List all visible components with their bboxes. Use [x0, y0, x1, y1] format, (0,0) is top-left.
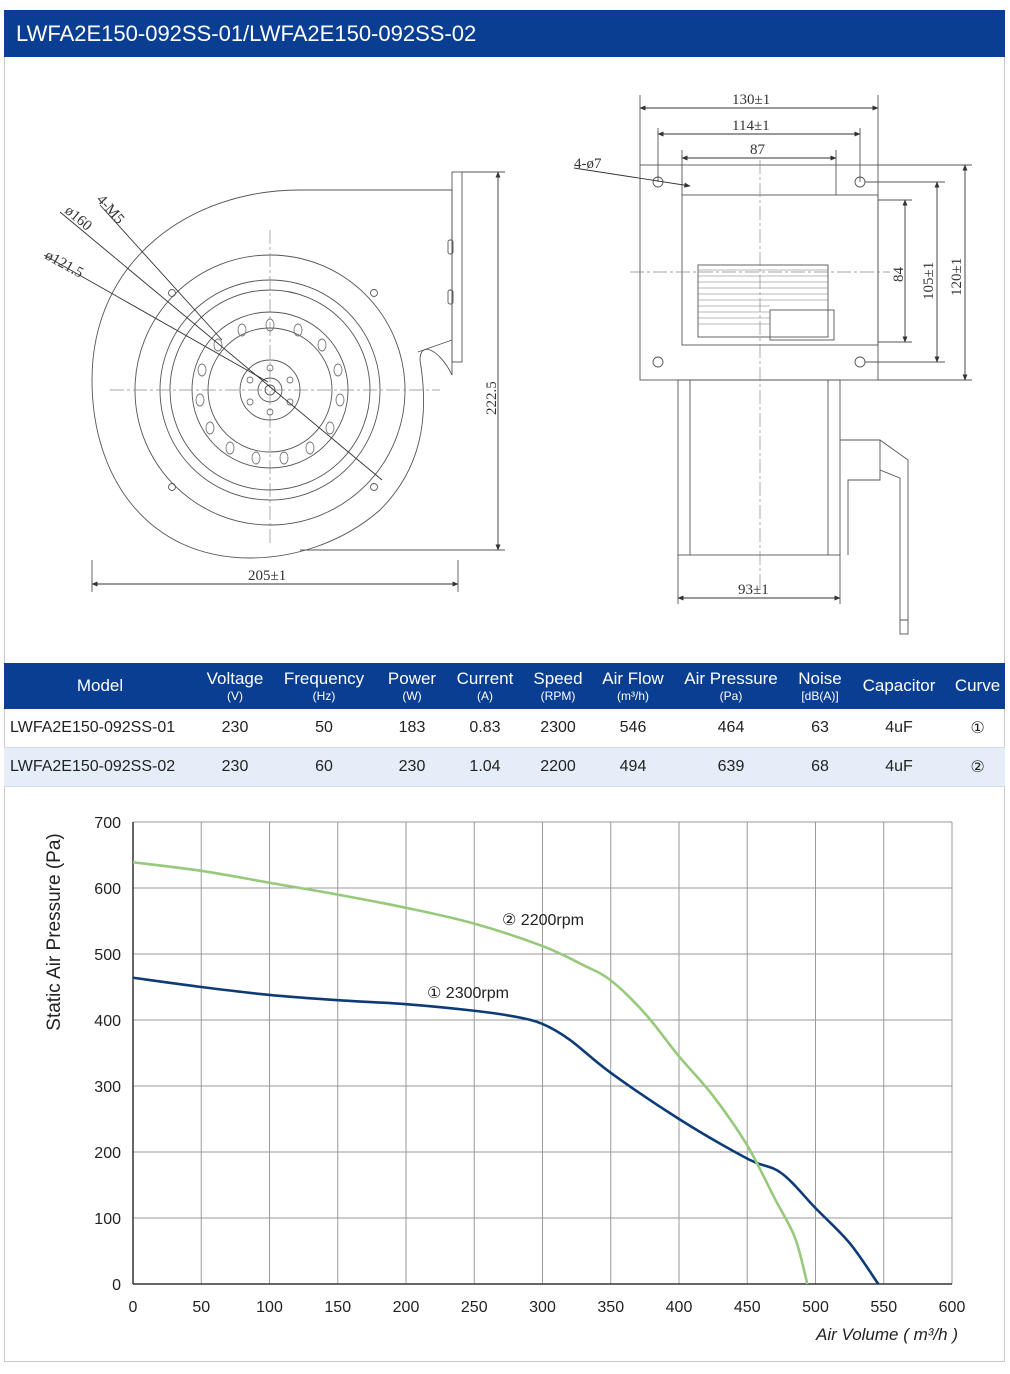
cell-frequency: 50 — [274, 709, 374, 748]
x-tick-label: 200 — [392, 1299, 420, 1316]
cell-model: LWFA2E150-092SS-02 — [4, 748, 196, 787]
col-header: Voltage (V) — [196, 663, 274, 709]
series-label-1: ① 2300rpm — [427, 985, 509, 1002]
y-tick-label: 200 — [94, 1145, 121, 1162]
cell-capacitor: 4uF — [848, 709, 950, 748]
col-header: Model — [4, 663, 196, 709]
cell-noise: 63 — [792, 709, 848, 748]
col-header: Curve — [950, 663, 1005, 709]
y-tick-label: 0 — [112, 1277, 121, 1294]
dim-h120: 120±1 — [949, 257, 965, 296]
cell-capacitor: 4uF — [848, 748, 950, 787]
spec-table — [4, 663, 1005, 787]
x-tick-label: 100 — [256, 1299, 283, 1316]
table-row — [4, 748, 1005, 787]
col-header: Noise [dB(A)] — [792, 663, 848, 709]
series-label-2: ② 2200rpm — [502, 912, 584, 929]
dim-w93: 93±1 — [738, 582, 769, 598]
x-tick-label: 500 — [802, 1299, 829, 1316]
cell-noise: 68 — [792, 748, 848, 787]
x-tick-label: 350 — [597, 1299, 625, 1316]
cell-air-flow: 494 — [596, 748, 670, 787]
page-title: LWFA2E150-092SS-01/LWFA2E150-092SS-02 — [4, 10, 1005, 57]
chart-ticks — [94, 815, 965, 1316]
x-tick-label: 250 — [460, 1299, 488, 1316]
dim-w87: 87 — [750, 142, 765, 158]
series-line-1 — [133, 978, 878, 1284]
chart-grid — [133, 822, 952, 1284]
cell-power: 183 — [374, 709, 450, 748]
dim-h84: 84 — [891, 267, 907, 282]
y-tick-label: 600 — [94, 881, 121, 898]
col-header: Power (W) — [374, 663, 450, 709]
table-row — [4, 709, 1005, 748]
x-tick-label: 0 — [128, 1299, 138, 1316]
cell-frequency: 60 — [274, 748, 374, 787]
cell-air-pressure: 639 — [670, 748, 792, 787]
technical-drawing — [0, 60, 1010, 660]
x-tick-label: 300 — [529, 1299, 556, 1316]
y-tick-label: 300 — [94, 1079, 121, 1096]
cell-speed: 2300 — [520, 709, 596, 748]
dim-w130: 130±1 — [732, 92, 771, 108]
col-header: Frequency (Hz) — [274, 663, 374, 709]
col-header: Air Pressure (Pa) — [670, 663, 792, 709]
x-tick-label: 550 — [870, 1299, 898, 1316]
cell-curve: ② — [950, 748, 1005, 787]
y-tick-label: 700 — [94, 815, 121, 832]
cell-speed: 2200 — [520, 748, 596, 787]
cell-air-flow: 546 — [596, 709, 670, 748]
cell-voltage: 230 — [196, 748, 274, 787]
x-axis-label: Air Volume ( m³/h ) — [815, 1325, 958, 1344]
y-tick-label: 500 — [94, 947, 121, 964]
cell-current: 1.04 — [450, 748, 520, 787]
dim-holes-left: 4-M5 — [93, 191, 128, 228]
y-axis-label: Static Air Pressure (Pa) — [44, 833, 65, 1031]
x-tick-label: 600 — [938, 1299, 966, 1316]
col-header: Current (A) — [450, 663, 520, 709]
dim-height-222: 222.5 — [484, 381, 500, 415]
x-tick-label: 400 — [665, 1299, 693, 1316]
dim-w114: 114±1 — [732, 118, 770, 134]
x-tick-label: 150 — [324, 1299, 352, 1316]
col-header: Air Flow (m³/h) — [596, 663, 670, 709]
dim-h105: 105±1 — [921, 261, 937, 300]
col-header: Speed (RPM) — [520, 663, 596, 709]
x-tick-label: 450 — [733, 1299, 761, 1316]
dim-width-205: 205±1 — [248, 568, 287, 584]
cell-power: 230 — [374, 748, 450, 787]
series-line-2 — [133, 862, 807, 1284]
performance-chart — [0, 790, 1010, 1365]
dim-dia-160: ø160 — [61, 202, 95, 235]
x-tick-label: 50 — [192, 1299, 211, 1316]
spec-table-header — [4, 663, 1005, 709]
cell-air-pressure: 464 — [670, 709, 792, 748]
dim-dia-121: ø121.5 — [42, 247, 86, 282]
cell-model: LWFA2E150-092SS-01 — [4, 709, 196, 748]
cell-curve: ① — [950, 709, 1005, 748]
y-tick-label: 100 — [94, 1211, 121, 1228]
col-header: Capacitor — [848, 663, 950, 709]
cell-voltage: 230 — [196, 709, 274, 748]
y-tick-label: 400 — [94, 1013, 121, 1030]
dim-holes-right: 4-ø7 — [574, 156, 602, 172]
cell-current: 0.83 — [450, 709, 520, 748]
